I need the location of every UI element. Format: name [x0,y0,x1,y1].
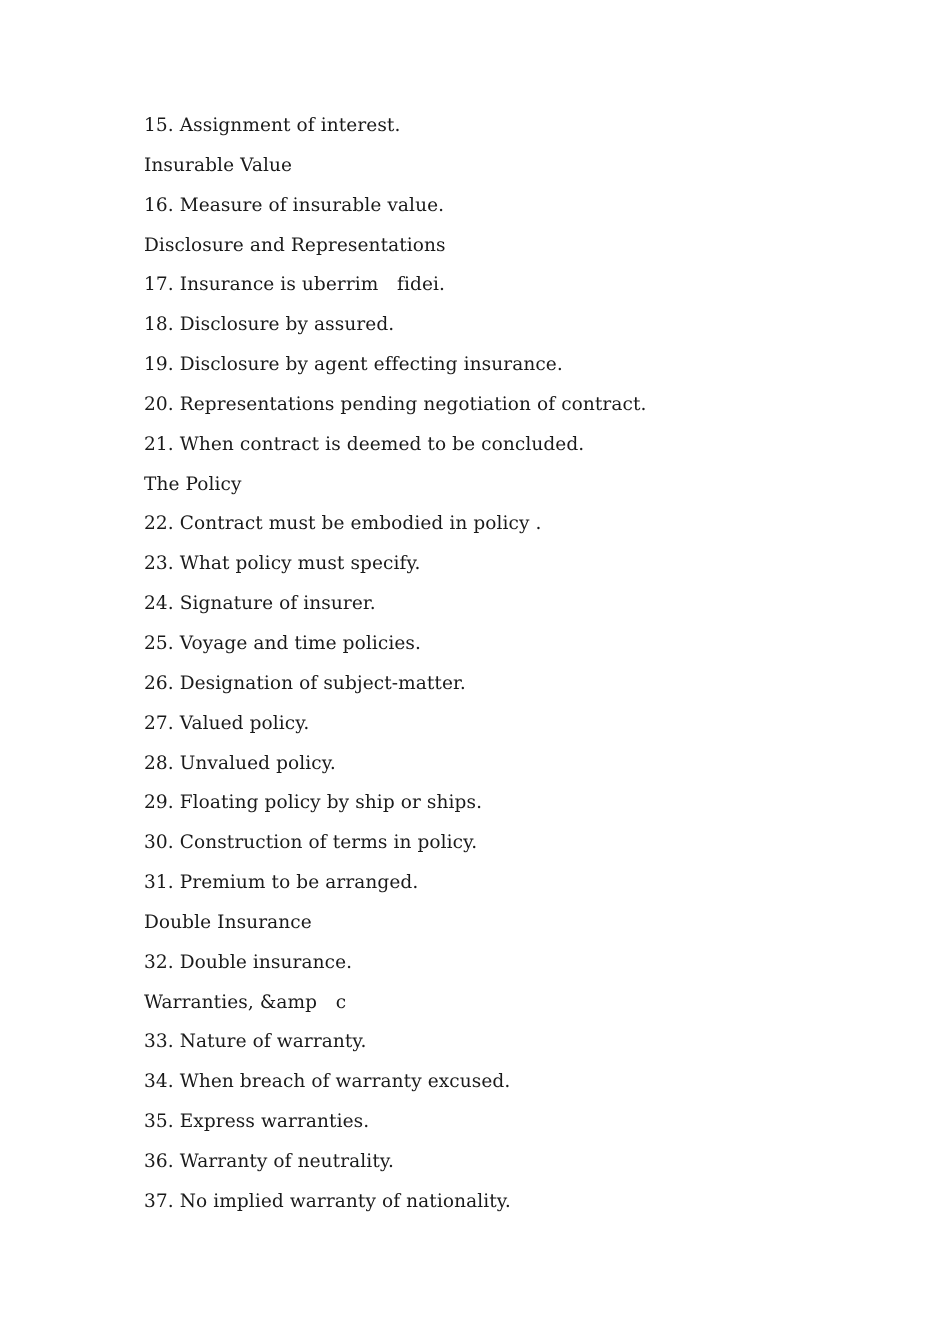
section-entry: 32. Double insurance. [144,951,353,973]
section-entry: 34. When breach of warranty excused. [144,1071,511,1093]
section-heading: Warranties, &amp c [144,991,347,1013]
section-entry: 28. Unvalued policy. [144,752,336,774]
section-entry: 23. What policy must specify. [144,553,421,575]
section-heading: Double Insurance [144,911,312,933]
section-entry: 25. Voyage and time policies. [144,632,421,654]
section-entry: 21. When contract is deemed to be concluded. [144,433,585,455]
section-heading: Insurable Value [144,154,293,176]
section-entry: 19. Disclosure by agent effecting insurance. [144,354,563,376]
section-entry: 16. Measure of insurable value. [144,194,445,216]
section-entry: 35. Express warranties. [144,1111,370,1133]
section-entry: 31. Premium to be arranged. [144,872,419,894]
section-entry: 27. Valued policy. [144,712,310,734]
section-entry: 17. Insurance is uberrim fidei. [144,274,446,296]
section-entry: 30. Construction of terms in policy. [144,832,478,854]
section-entry: 20. Representations pending negotiation of contract. [144,393,647,415]
section-entry: 18. Disclosure by assured. [144,314,395,336]
section-heading: Disclosure and Representations [144,234,446,256]
section-entry: 24. Signature of insurer. [144,593,376,615]
section-heading: The Policy [144,473,242,495]
section-entry: 26. Designation of subject-matter. [144,672,466,694]
section-entry: 36. Warranty of neutrality. [144,1150,394,1172]
section-entry: 33. Nature of warranty. [144,1031,367,1053]
section-entry: 29. Floating policy by ship or ships. [144,792,483,814]
section-entry: 15. Assignment of interest. [144,115,401,136]
document-page [144,108,864,1224]
section-entry: 37. No implied warranty of nationality. [144,1190,511,1212]
section-entry: 22. Contract must be embodied in policy . [144,513,542,535]
